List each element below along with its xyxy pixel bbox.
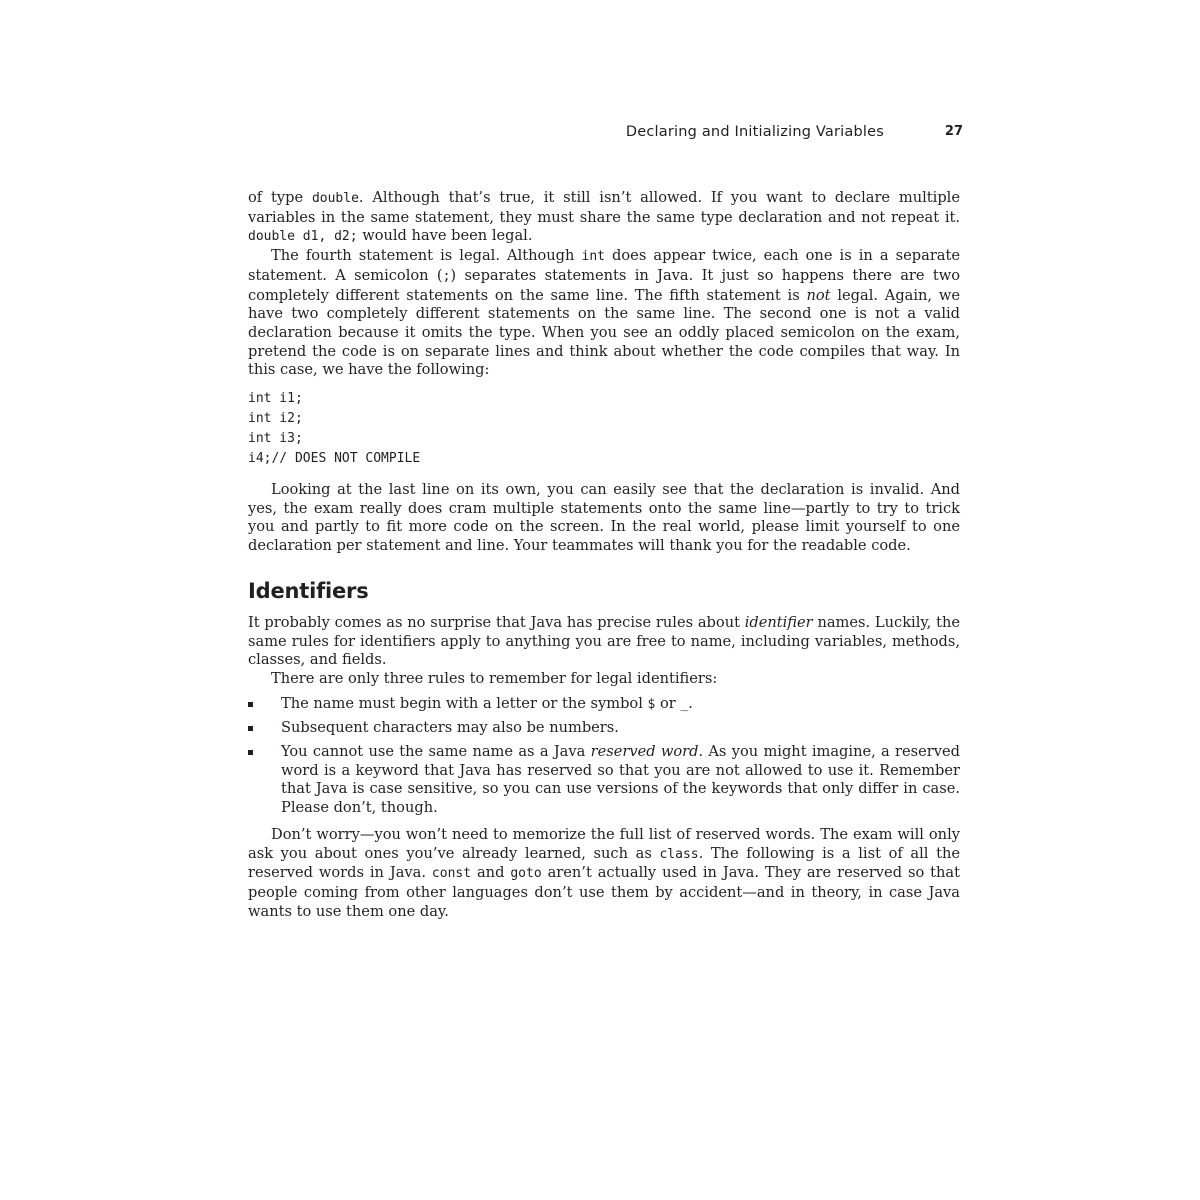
bullet-icon xyxy=(248,750,253,755)
paragraph-continuation: of type double. Although that’s true, it still isn’t allowed. If you want to declare multiple variables in the same statement, they must share the same type declaration and not repeat it. double d1, d2; would have been legal. xyxy=(248,189,960,245)
inline-code: _ xyxy=(680,696,689,712)
paragraph-last-line: Looking at the last line on its own, you can easily see that the declaration is invalid. And yes, the exam really does cram multiple statements onto the same line—partly to try to trick you and partly to fit more code on the screen. In the real world, please limit yourself to one declaration per statement and line. Your teammates will thank you for the readable code. xyxy=(248,481,960,555)
paragraph-fourth-statement: The fourth statement is legal. Although int does appear twice, each one is in a separate statement. A semicolon (;) separates statements in Java. It just so happens there are two completely different statements on the same line. The fifth statement is not legal. Again, we have two completely different statements on the same line. The second one is not a valid declaration because it omits the type. When you see an oddly placed semicolon on the exam, pretend the code is on separate lines and think about whether the code compiles that way. In this case, we have the following: xyxy=(248,247,960,379)
code-line: int i1; xyxy=(248,391,303,407)
inline-code: int xyxy=(581,249,605,265)
paragraph-identifiers-intro: It probably comes as no surprise that Java has precise rules about identifier names. Luckily, the same rules for identifiers apply to anything you are free to name, including variables, methods, classes, and fields. xyxy=(248,613,960,669)
inline-code: class xyxy=(659,846,699,862)
inline-code: double d1, d2; xyxy=(248,229,358,245)
code-line: int i2; xyxy=(248,411,303,427)
running-header-title: Declaring and Initializing Variables xyxy=(625,124,884,140)
list-item: The name must begin with a letter or the symbol $ or _. xyxy=(248,695,960,715)
paragraph-three-rules: There are only three rules to remember for legal identifiers: xyxy=(271,669,718,687)
inline-code: const xyxy=(431,866,472,882)
emphasis: identifier xyxy=(744,613,813,631)
list-item: You cannot use the same name as a Java reserved word. As you might imagine, a reserved word is a keyword that Java has reserved so that you are not allowed to use it. Remember that Java is case sensitive, so you can use versions of the keywords that only differ in case. Please don’t, though. xyxy=(248,743,960,818)
emphasis: reserved word xyxy=(590,743,699,761)
rules-list xyxy=(248,695,960,818)
inline-code: goto xyxy=(510,866,542,882)
bullet-icon xyxy=(248,726,253,731)
body-text xyxy=(248,189,960,921)
code-block xyxy=(248,389,960,469)
code-line: int i3; xyxy=(248,431,303,447)
running-header xyxy=(248,124,963,144)
inline-code: double xyxy=(311,191,359,206)
paragraph-reserved-words: Don’t worry—you won’t need to memorize the full list of reserved words. The exam will only ask you about ones you’ve already learned, such as class. The following is a list of all the reserved words in Java. const and goto aren’t actually used in Java. They are reserved so that people coming from other languages don’t use them by accident—and in theory, in case Java wants to use them one day. xyxy=(248,825,960,920)
bullet-icon xyxy=(248,702,253,707)
book-page xyxy=(248,0,963,1200)
emphasis: not xyxy=(806,286,831,304)
page-number: 27 xyxy=(944,124,963,139)
code-line: i4;// DOES NOT COMPILE xyxy=(248,451,421,467)
list-item: Subsequent characters may also be numbers. xyxy=(248,719,960,738)
section-heading-identifiers: Identifiers xyxy=(248,578,369,603)
inline-code: ; xyxy=(442,268,451,284)
inline-code: $ xyxy=(647,696,656,712)
